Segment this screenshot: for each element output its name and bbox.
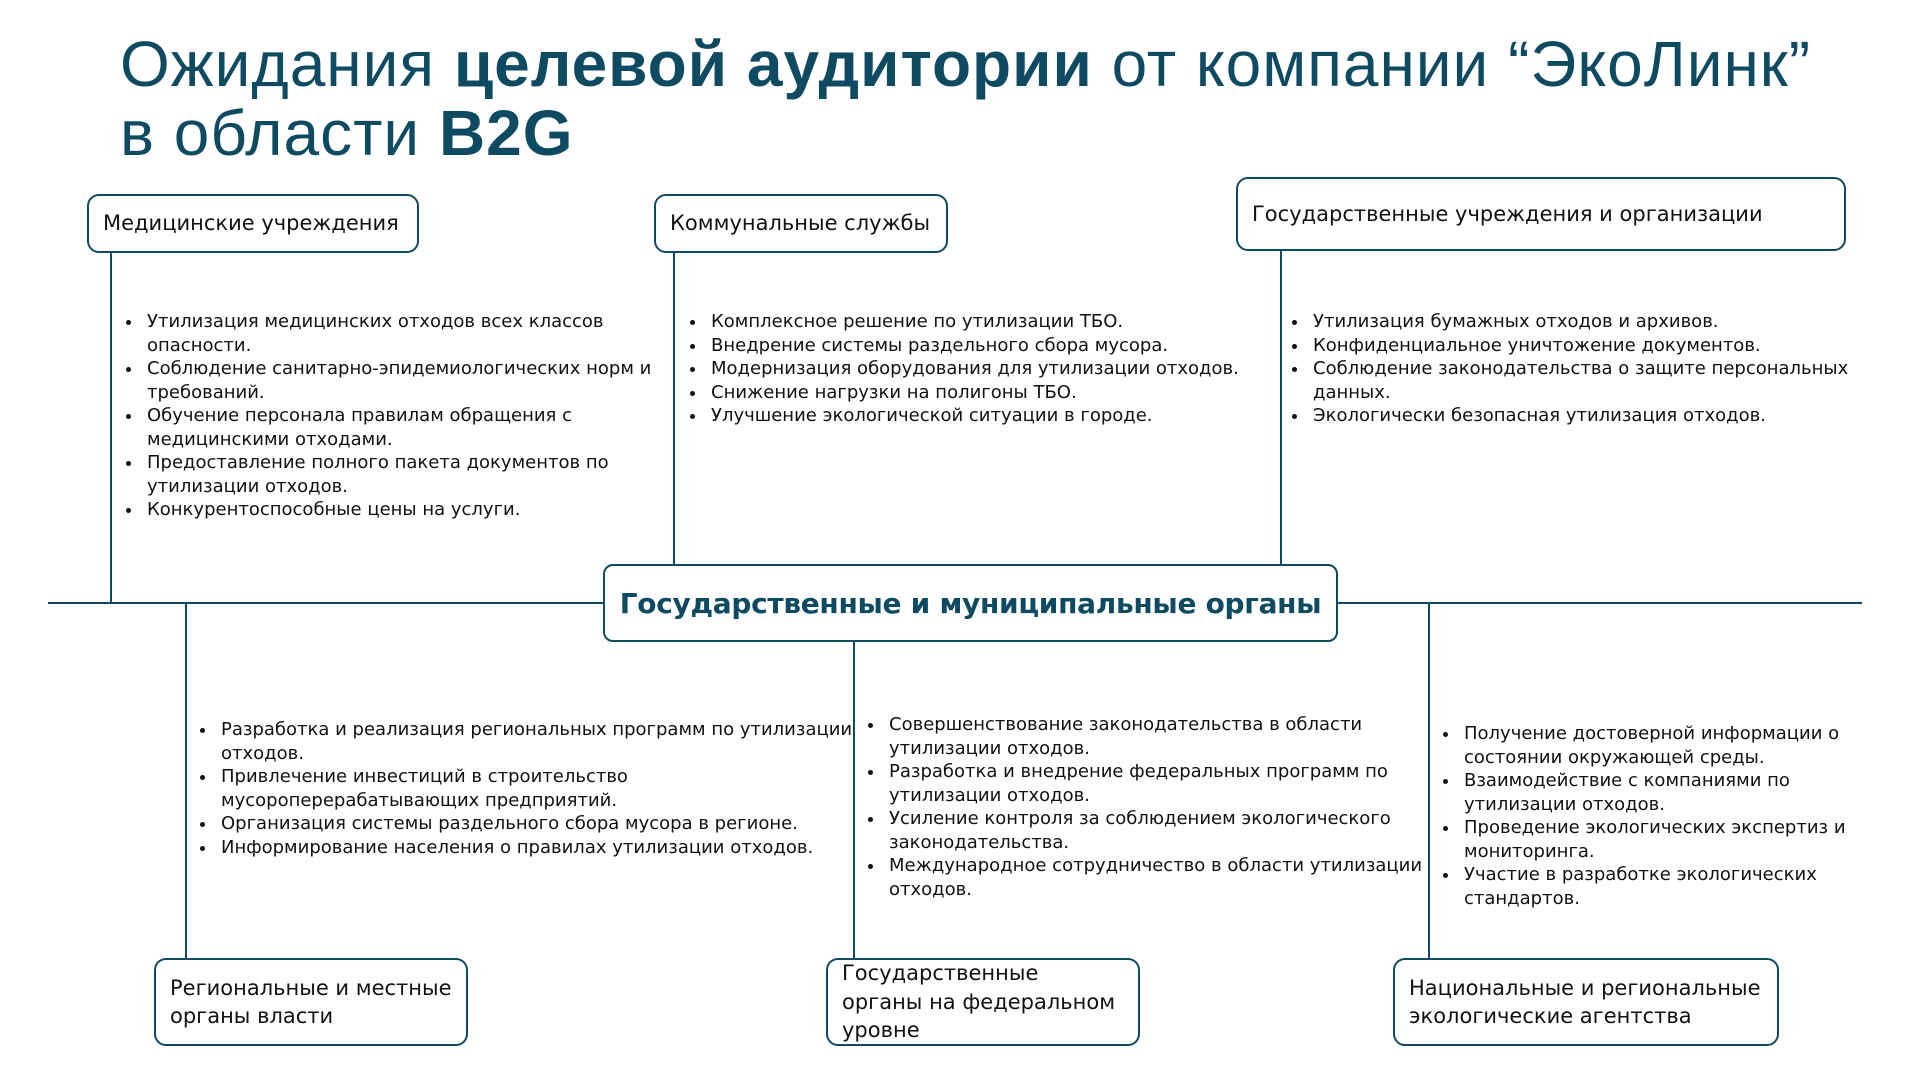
list-item: • Конкурентоспособные цены на услуги. (143, 498, 663, 522)
list-item: • Информирование населения о правилах утилизации отходов. (217, 836, 857, 860)
box-agencies (1393, 958, 1779, 1046)
title-line2: в области B2G (120, 97, 574, 170)
list-item: • Совершенствование законодательства в области утилизации отходов. (885, 713, 1445, 760)
list-medical (123, 310, 663, 522)
title-line1: Ожидания целевой аудитории от компании “ЭкоЛинк” (120, 28, 1812, 100)
list-item: • Обучение персонала правилам обращения с медицинскими отходами. (143, 404, 663, 451)
box-federal-label: Государственные органы на федеральном уровне (842, 961, 1116, 1043)
page-title (120, 30, 1811, 168)
connector-regional (185, 603, 187, 960)
connector-state-inst (1280, 250, 1282, 568)
list-item: • Модернизация оборудования для утилизации отходов. (707, 357, 1267, 381)
box-communal-label: Коммунальные службы (670, 211, 931, 236)
list-item: • Экологически безопасная утилизация отходов. (1309, 404, 1869, 428)
list-item: • Улучшение экологической ситуации в городе. (707, 404, 1267, 428)
list-item: • Усиление контроля за соблюдением экологического законодательства. (885, 807, 1445, 854)
box-federal (826, 958, 1140, 1046)
center-node-label: Государственные и муниципальные органы (619, 586, 1322, 620)
list-item: • Получение достоверной информации о состоянии окружающей среды. (1460, 722, 1880, 769)
list-item: • Соблюдение законодательства о защите персональных данных. (1309, 357, 1869, 404)
box-state-inst-label: Государственные учреждения и организации (1252, 201, 1763, 226)
list-regional (197, 718, 857, 859)
list-item: • Внедрение системы раздельного сбора мусора. (707, 334, 1267, 358)
list-agencies (1440, 722, 1880, 910)
list-federal (865, 713, 1445, 901)
list-item: • Взаимодействие с компаниями по утилизации отходов. (1460, 769, 1880, 816)
list-item: • Комплексное решение по утилизации ТБО. (707, 310, 1267, 334)
list-item: • Конфиденциальное уничтожение документов. (1309, 334, 1869, 358)
box-agencies-label: Национальные и региональные экологические агентства (1409, 975, 1761, 1028)
list-state-inst (1289, 310, 1869, 428)
box-medical (87, 194, 419, 253)
list-communal (687, 310, 1267, 428)
connector-medical (110, 250, 112, 604)
list-item: • Разработка и внедрение федеральных программ по утилизации отходов. (885, 760, 1445, 807)
box-regional-label: Региональные и местные органы власти (170, 975, 452, 1028)
list-item: • Снижение нагрузки на полигоны ТБО. (707, 381, 1267, 405)
box-communal (654, 194, 948, 253)
list-item: • Международное сотрудничество в области утилизации отходов. (885, 854, 1445, 901)
list-item: • Проведение экологических экспертиз и мониторинга. (1460, 816, 1880, 863)
list-item: • Участие в разработке экологических стандартов. (1460, 863, 1880, 910)
box-state-inst (1236, 177, 1846, 251)
list-item: • Организация системы раздельного сбора мусора в регионе. (217, 812, 857, 836)
center-node (603, 564, 1338, 642)
box-regional (154, 958, 468, 1046)
list-item: • Привлечение инвестиций в строительство мусороперерабатывающих предприятий. (217, 765, 857, 812)
box-medical-label: Медицинские учреждения (103, 211, 399, 236)
list-item: • Утилизация медицинских отходов всех классов опасности. (143, 310, 663, 357)
connector-communal (673, 250, 675, 568)
list-item: • Утилизация бумажных отходов и архивов. (1309, 310, 1869, 334)
list-item: • Соблюдение санитарно-эпидемиологических норм и требований. (143, 357, 663, 404)
list-item: • Разработка и реализация региональных программ по утилизации отходов. (217, 718, 857, 765)
list-item: • Предоставление полного пакета документов по утилизации отходов. (143, 451, 663, 498)
